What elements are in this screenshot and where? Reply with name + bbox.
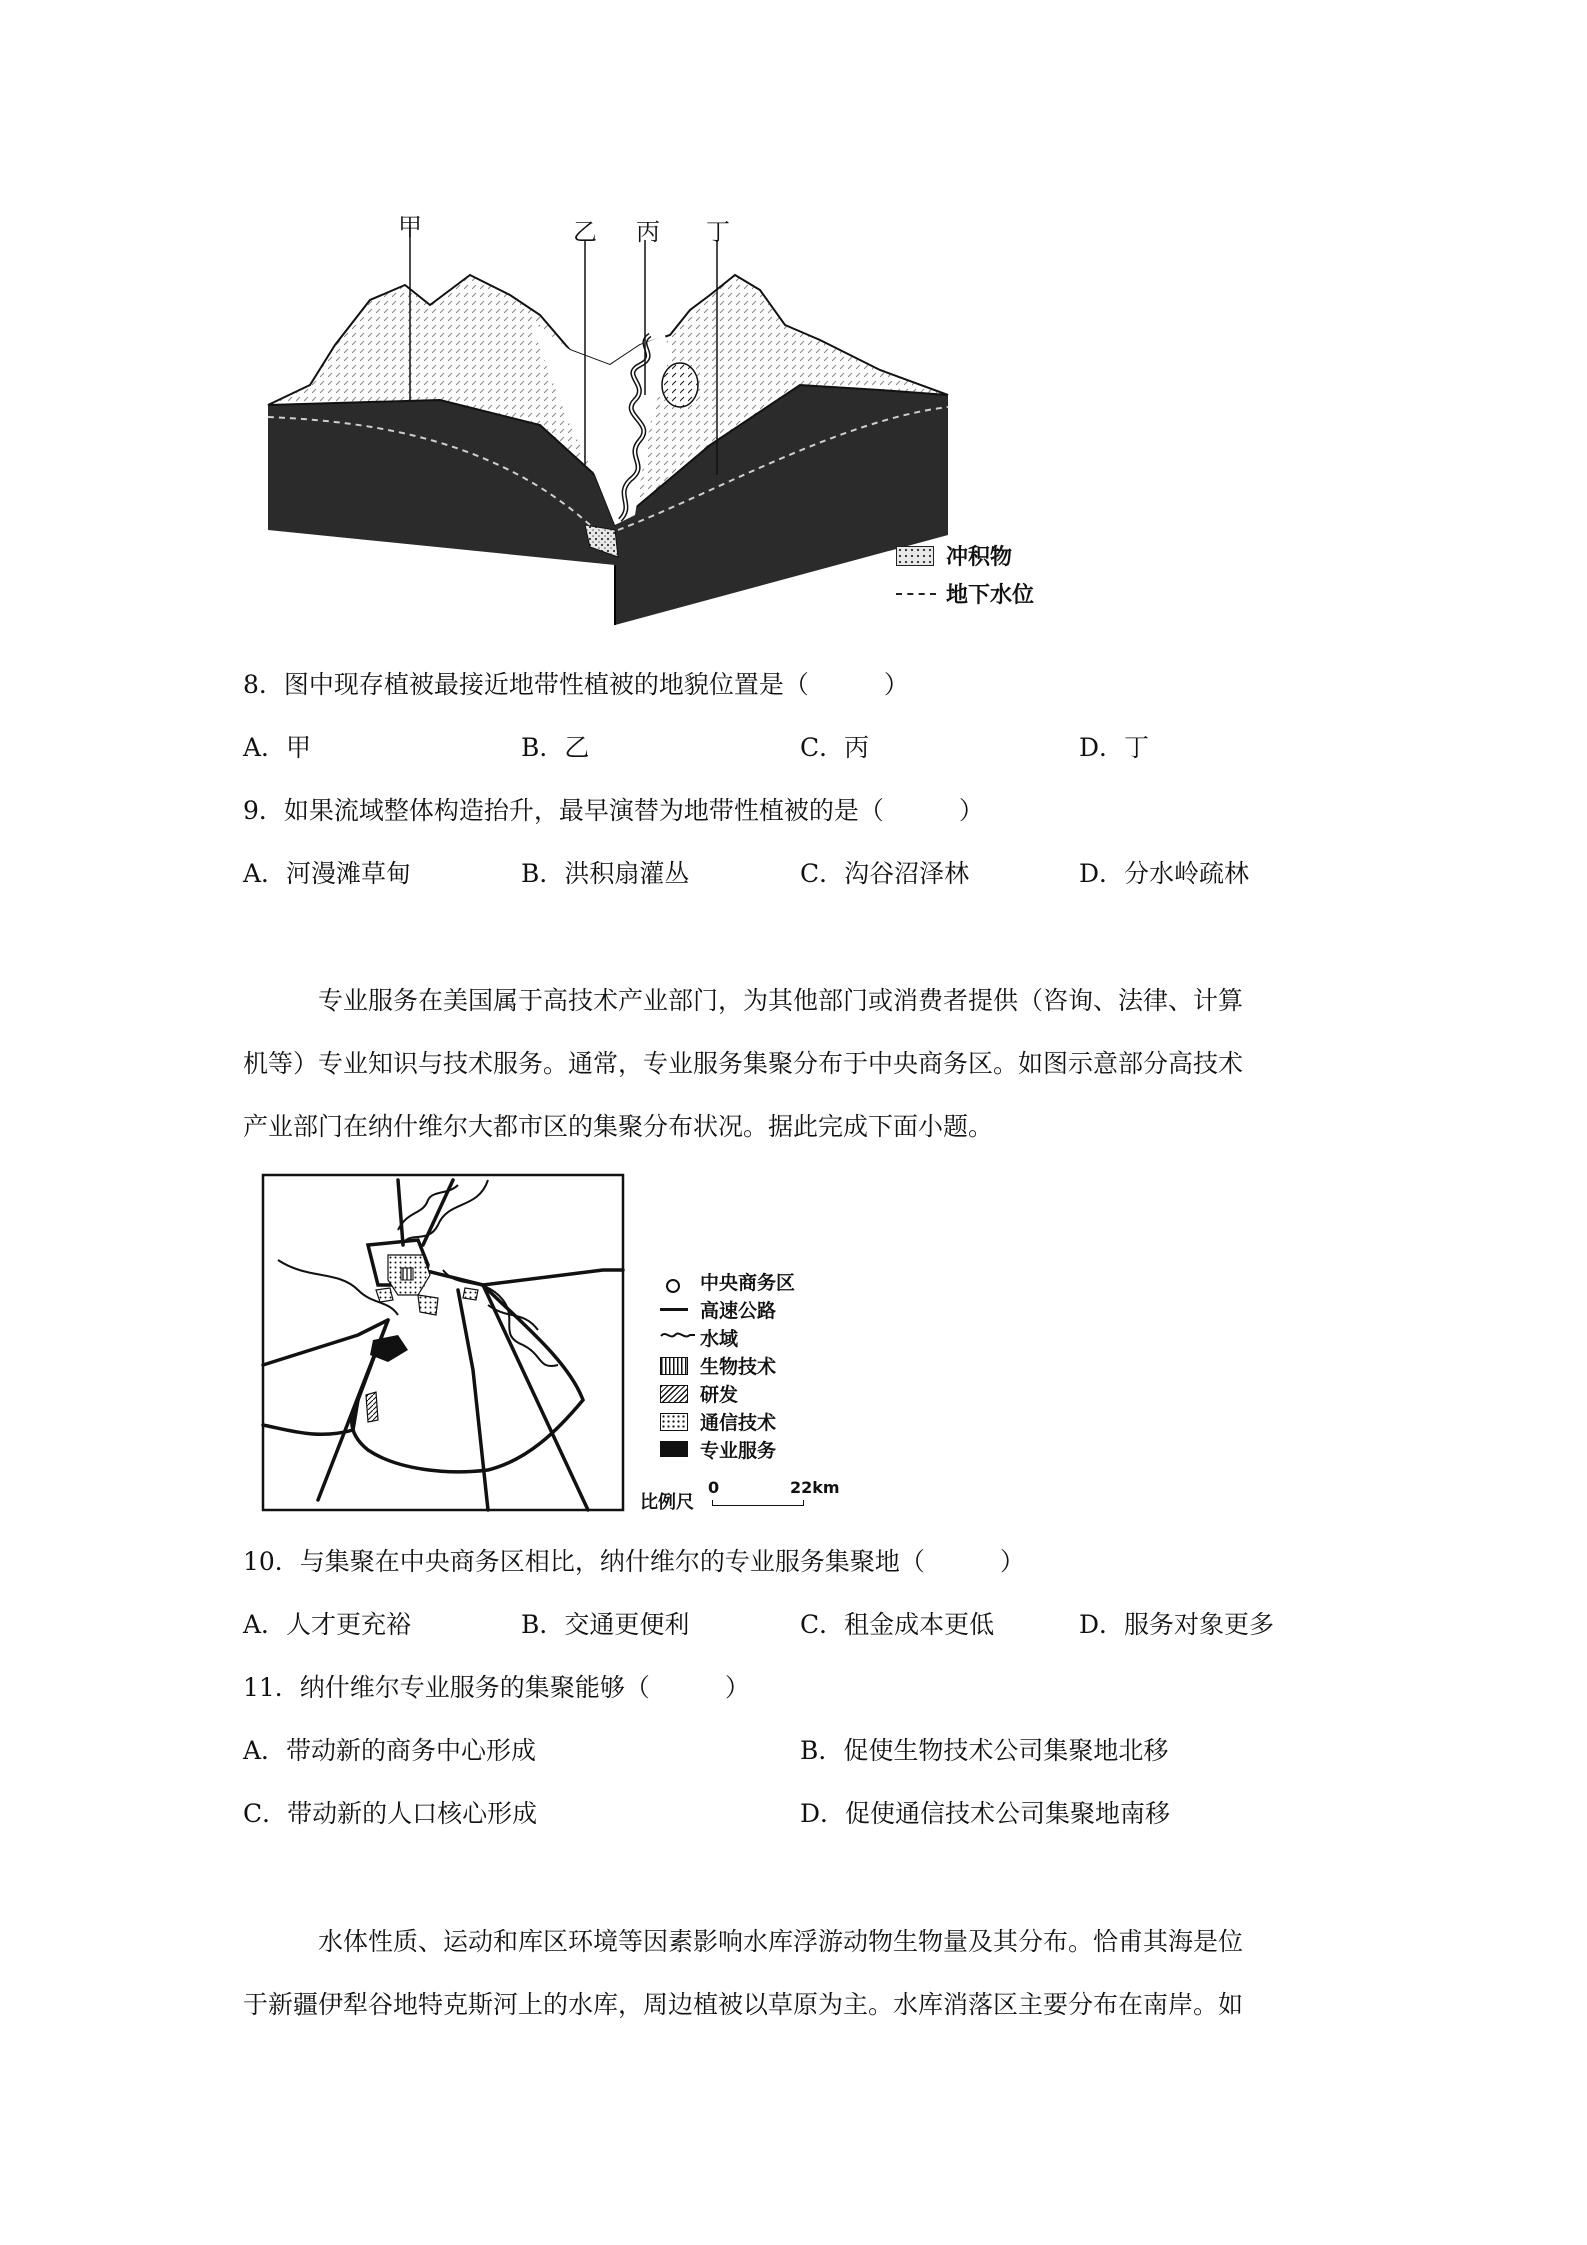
question-9-option-b[interactable]: B．洪积扇灌丛 [521, 859, 690, 888]
question-9-option-d[interactable]: D．分水岭疏林 [1079, 859, 1250, 888]
nashville-cluster-map [258, 1170, 628, 1515]
passage-2-line-2: 机等）专业知识与技术服务。通常，专业服务集聚分布于中央商务区。如图示意部分高技术 [243, 1049, 1244, 1078]
legend-alluvium-label: 冲积物 [946, 545, 1013, 570]
legend-cbd-icon [666, 1279, 680, 1293]
passage-3-line-2: 于新疆伊犁谷地特克斯河上的水库，周边植被以草原为主。水库消落区主要分布在南岸。如 [243, 1990, 1244, 2019]
legend-professional-swatch [660, 1441, 688, 1457]
legend-groundwater-line [896, 593, 936, 595]
legend-groundwater-label: 地下水位 [946, 583, 1035, 608]
legend-biotech-swatch [660, 1357, 688, 1375]
legend-rnd-label: 研发 [700, 1384, 739, 1406]
passage-2-line-1: 专业服务在美国属于高技术产业部门，为其他部门或消费者提供（咨询、法律、计算 [318, 986, 1244, 1015]
question-11-option-d[interactable]: D．促使通信技术公司集聚地南移 [800, 1799, 1171, 1828]
scale-start: 0 [708, 1478, 720, 1497]
legend-highway-label: 高速公路 [700, 1300, 777, 1322]
question-8-option-a[interactable]: A．甲 [243, 733, 312, 762]
legend-water-icon [660, 1328, 696, 1342]
legend-professional-label: 专业服务 [700, 1440, 777, 1462]
question-11-option-b[interactable]: B．促使生物技术公司集聚地北移 [800, 1736, 1169, 1765]
passage-2-line-3: 产业部门在纳什维尔大都市区的集聚分布状况。据此完成下面小题。 [243, 1112, 994, 1141]
legend-biotech-label: 生物技术 [700, 1356, 777, 1378]
question-9-option-a[interactable]: A．河漫滩草甸 [243, 859, 412, 888]
label-yi: 乙 [573, 218, 597, 246]
label-bing: 丙 [636, 218, 660, 246]
question-10-option-c[interactable]: C．租金成本更低 [800, 1610, 995, 1639]
question-10-option-d[interactable]: D．服务对象更多 [1079, 1610, 1275, 1639]
legend-telecom-swatch [660, 1413, 688, 1431]
question-8-option-b[interactable]: B．乙 [521, 733, 590, 762]
legend-water-label: 水域 [700, 1328, 739, 1350]
label-jia: 甲 [398, 213, 422, 241]
question-8-stem: 8．图中现存植被最接近地带性植被的地貌位置是（ ） [243, 670, 909, 699]
question-11-option-c[interactable]: C．带动新的人口核心形成 [243, 1799, 538, 1828]
scale-label: 比例尺 [640, 1492, 694, 1513]
question-10-option-a[interactable]: A．人才更充裕 [243, 1610, 412, 1639]
question-10-option-b[interactable]: B．交通更便利 [521, 1610, 690, 1639]
legend-telecom-label: 通信技术 [700, 1412, 777, 1434]
passage-3-line-1: 水体性质、运动和库区环境等因素影响水库浮游动物生物量及其分布。恰甫其海是位 [318, 1927, 1244, 1956]
legend-rnd-swatch [660, 1385, 688, 1403]
question-8-option-d[interactable]: D．丁 [1079, 733, 1150, 762]
question-9-option-c[interactable]: C．沟谷沼泽林 [800, 859, 970, 888]
legend-cbd-label: 中央商务区 [700, 1272, 796, 1294]
legend-highway-icon [660, 1308, 688, 1311]
scale-bar [712, 1500, 804, 1506]
question-11-stem: 11．纳什维尔专业服务的集聚能够（ ） [243, 1673, 750, 1702]
question-9-stem: 9．如果流域整体构造抬升，最早演替为地带性植被的是（ ） [243, 796, 984, 825]
label-ding: 丁 [706, 218, 730, 246]
question-10-stem: 10．与集聚在中央商务区相比，纳什维尔的专业服务集聚地（ ） [243, 1547, 1025, 1576]
legend-alluvium-swatch [896, 546, 934, 566]
scale-end: 22km [790, 1478, 840, 1497]
question-11-option-a[interactable]: A．带动新的商务中心形成 [243, 1736, 537, 1765]
question-8-option-c[interactable]: C．丙 [800, 733, 870, 762]
